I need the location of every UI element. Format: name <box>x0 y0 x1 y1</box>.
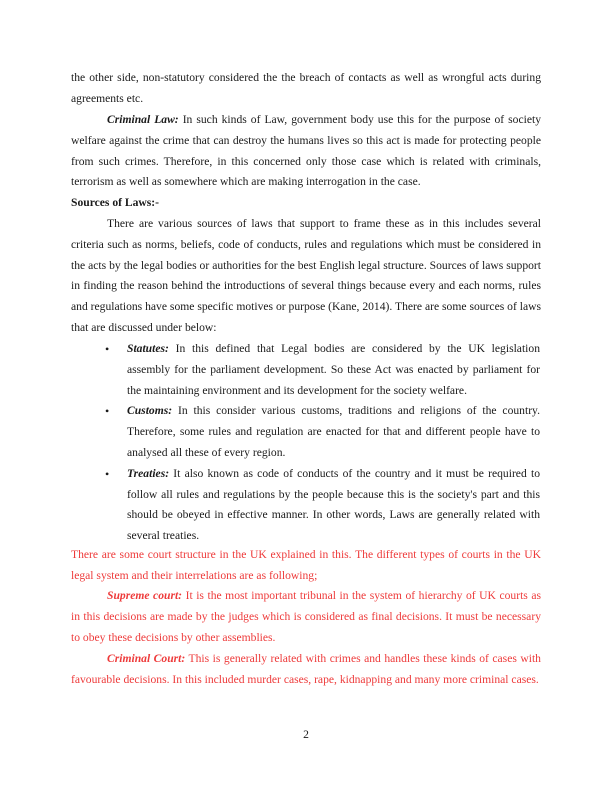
paragraph-text: There are various sources of laws that support to frame these as in this includes several criteria such as norms, beliefs, code of conducts, rules and regulations which must be considered in the acts by the legal bodies or authorities for the best English legal structure. Sources of laws support in finding the reason behind the introductions of several things because every and each norms, rules and regulations have some specific motives or purpose (Kane, 2014). There are some sources of laws that are discussed under below: <box>71 217 541 334</box>
customs-term: Customs: <box>127 404 173 418</box>
criminal-court-term: Criminal Court: <box>107 652 186 665</box>
bullet-icon: • <box>105 342 110 356</box>
bullet-icon: • <box>105 404 110 419</box>
paragraph-text: There are some court structure in the UK explained in this. The different types of courts in the UK legal system and their interrelations are as following; <box>71 548 541 582</box>
treaties-term: Treaties: <box>127 466 170 480</box>
bullet-icon: • <box>105 466 110 481</box>
criminal-law-term: Criminal Law: <box>107 113 179 126</box>
bullet-item-treaties <box>105 464 540 547</box>
paragraph-text: the other side, non-statutory considered the the breach of contacts as well as wrongful acts during agreements etc. <box>71 71 541 105</box>
bullet-item-statutes <box>105 339 540 401</box>
supreme-court-text: It is the most important tribunal in the system of hierarchy of UK courts as in this decisions are made by the judges which is considered as final decisions. It must be necessary to obey these decisions by other assemblies. <box>71 589 541 644</box>
paragraph-criminal-court <box>71 649 541 691</box>
page-number: 2 <box>303 728 309 741</box>
supreme-court-term: Supreme court: <box>107 589 183 602</box>
customs-text: In this consider various customs, traditions and religions of the country. Therefore, some rules and regulation are enacted for that and different people have to analysed all these of every region. <box>127 404 540 459</box>
paragraph-sources-of-laws <box>71 214 541 339</box>
paragraph-supreme-court <box>71 586 541 648</box>
sources-of-laws-heading: Sources of Laws:- <box>71 196 160 209</box>
statutes-term: Statutes: <box>127 342 169 355</box>
criminal-court-text: This is generally related with crimes and handles these kinds of cases with favourable decisions. In this included murder cases, rape, kidnapping and many more criminal cases. <box>71 652 541 686</box>
criminal-law-text: In such kinds of Law, government body use this for the purpose of society welfare against the crime that can destroy the humans lives so this act is made for protecting people from such crimes. Therefore, in this concerned only those case which is related with criminals, terrorism as well as somewhere which are making interrogation in the case. <box>71 113 542 189</box>
paragraph-non-statutory <box>71 68 541 110</box>
treaties-text: It also known as code of conducts of the country and it must be required to follow all rules and regulations by the people because this is the society's part and this should be obeyed in effective manner. In other words, Laws are generally related with several treaties. <box>127 466 540 543</box>
bullet-item-customs <box>105 401 540 463</box>
statutes-text: In this defined that Legal bodies are considered by the UK legislation assembly for the parliament development. So these Act was enacted by parliament for the maintaining environment and its development for the society welfare. <box>127 342 540 397</box>
paragraph-criminal-law <box>71 110 541 193</box>
paragraph-court-structure <box>71 545 541 587</box>
sources-bullet-list <box>105 339 540 547</box>
